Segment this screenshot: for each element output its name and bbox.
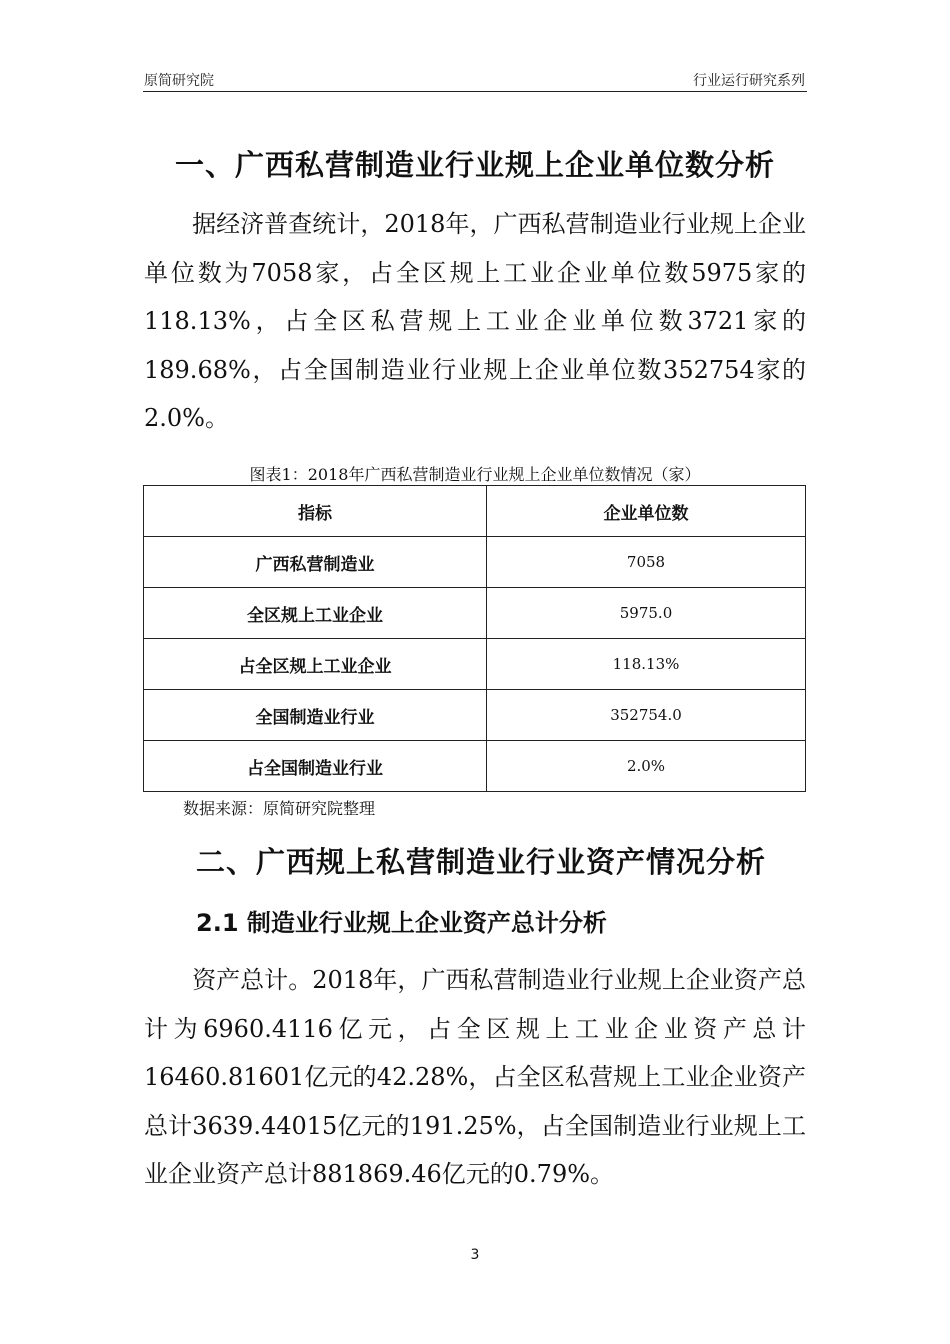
table-row	[144, 537, 806, 588]
section2-title: 二、广西规上私营制造业行业资产情况分析	[196, 845, 767, 879]
section1-paragraph: 据经济普查统计，2018年，广西私营制造业行业规上企业单位数为7058家，占全区规上工业企业单位数5975家的118.13%，占全区私营规上工业企业单位数3721家的189.68%，占全国制造业行业规上企业单位数352754家的2.0%。	[144, 210, 806, 432]
table-row	[144, 639, 806, 690]
header-left-org: 原简研究院	[144, 73, 214, 89]
row-label: 全国制造业行业	[144, 690, 487, 741]
section1-title: 一、广西私营制造业行业规上企业单位数分析	[174, 148, 775, 182]
row-value: 118.13%	[487, 639, 806, 690]
table-row	[144, 588, 806, 639]
row-value: 2.0%	[487, 741, 806, 792]
row-value: 5975.0	[487, 588, 806, 639]
page-number: 3	[470, 1247, 480, 1263]
section2-paragraph: 资产总计。2018年，广西私营制造业行业规上企业资产总计为6960.4116亿元，占全区规上工业企业资产总计16460.81601亿元的42.28%，占全区私营规上工业企业资产总计3639.44015亿元的191.25%，占全国制造业行业规上工业企业资产总计881869.46亿元的0.79%。	[144, 966, 806, 1188]
column-header-count: 企业单位数	[487, 486, 806, 537]
table1-caption: 图表1：2018年广西私营制造业行业规上企业单位数情况（家）	[249, 465, 701, 484]
row-value: 7058	[487, 537, 806, 588]
table-row	[144, 690, 806, 741]
table1-source-note: 数据来源：原简研究院整理	[183, 799, 376, 818]
header-right-series: 行业运行研究系列	[693, 73, 805, 89]
table1	[143, 485, 806, 792]
table-header-row	[144, 486, 806, 537]
row-value: 352754.0	[487, 690, 806, 741]
row-label: 占全国制造业行业	[144, 741, 487, 792]
header-divider	[143, 91, 807, 92]
row-label: 广西私营制造业	[144, 537, 487, 588]
section2-subtitle: 2.1 制造业行业规上企业资产总计分析	[196, 909, 607, 937]
row-label: 占全区规上工业企业	[144, 639, 487, 690]
table-row	[144, 741, 806, 792]
row-label: 全区规上工业企业	[144, 588, 487, 639]
column-header-indicator: 指标	[144, 486, 487, 537]
